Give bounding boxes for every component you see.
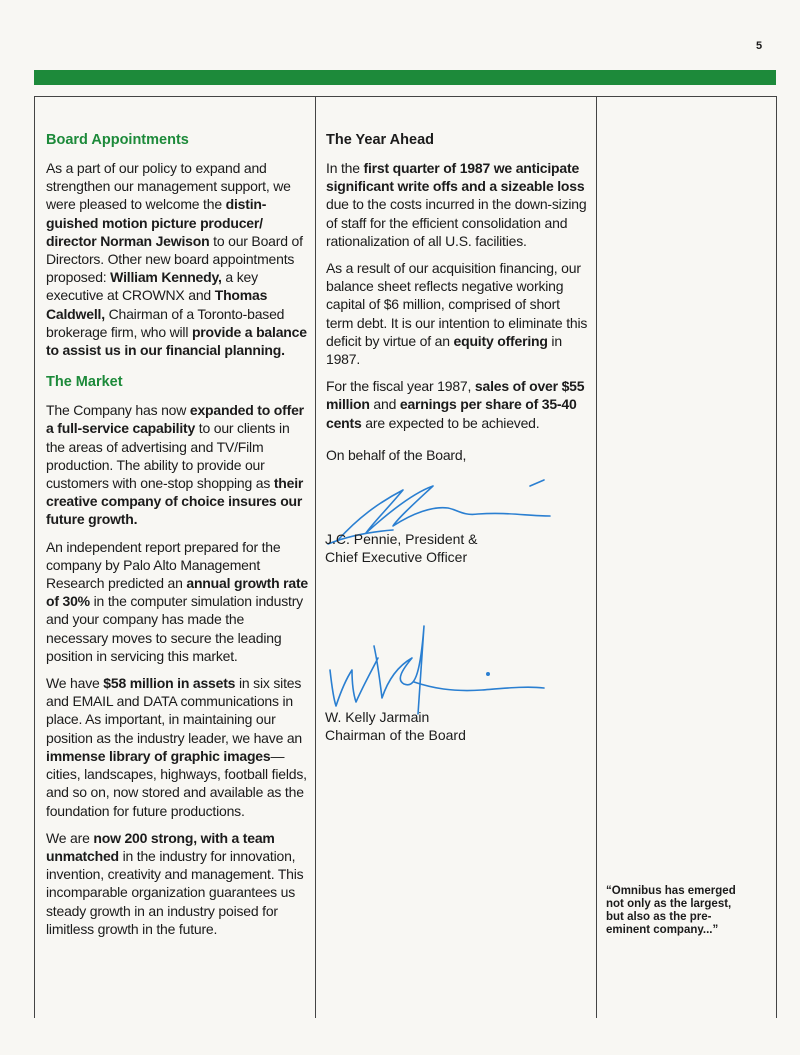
green-header-bar [34,70,776,85]
left-column [46,126,308,947]
frame-top-rule [34,96,776,97]
column-rule-2 [315,96,316,1018]
market-paragraph-4: We are now 200 strong, with a team unmatched in the industry for innovation, invention, creativity and management. This incomparable organization guarantees us steady growth in an industry poised for limitless growth in the future. [46,829,304,937]
column-rule-3 [596,96,597,1018]
year-ahead-heading: The Year Ahead [326,132,434,148]
board-paragraph-1: As a part of our policy to expand and strengthen our management support, we were pleased to welcome the distin-guished motion picture producer/ director Norman Jewison to our Board of Directors. Other new board appointments proposed: William Kennedy, a key executive at CROWNX and Thomas Caldwell, Chairman of a Toronto-based brokerage firm, who will provide a balance to assist us in our financial planning. [46,160,307,359]
signatory-1 [325,530,478,566]
signatory-1-role: Chief Executive Officer [325,549,468,565]
closing-line: On behalf of the Board, [326,446,467,463]
year-ahead-paragraph-3: For the fiscal year 1987, sales of over $55 million and earnings per share of 35-40 cents are expected to be achieved. [326,378,585,431]
market-paragraph-1: The Company has now expanded to offer a full-service capability to our clients in the areas of advertising and TV/Film production. The ability to provide our customers with one-stop shopping as their creative company of choice insures our future growth. [46,402,304,528]
board-appointments-heading: Board Appointments [46,132,189,148]
page-number: 5 [756,40,763,52]
signatory-2 [325,708,466,744]
market-paragraph-3: We have $58 million in assets in six sites and EMAIL and DATA communications in place. As important, in maintaining our position as the industry leader, we have an immense library of graphic images— cities, landscapes, highways, football fields, and so on, now stored and available as the foundation for future productions. [46,675,307,819]
pull-quote: “Omnibus has emerged not only as the largest, but also as the pre-eminent company...” [606,885,736,936]
column-rule-1 [34,96,35,1018]
column-rule-4 [776,96,777,1018]
market-paragraph-2: An independent report prepared for the company by Palo Alto Management Research predicted an annual growth rate of 30% in the computer simulation industry and your company has made the necessary moves to secure the leading position in servicing this market. [46,538,308,664]
signatory-1-name: J.C. Pennie, President & [325,531,478,547]
the-market-heading: The Market [46,374,123,391]
year-ahead-paragraph-2: As a result of our acquisition financing, our balance sheet reflects negative working capital of $6 million, comprised of short term debt. It is our intention to eliminate this deficit by virtue of an equity offering in 1987. [326,260,588,368]
year-ahead-paragraph-1: In the first quarter of 1987 we anticipate significant write offs and a sizeable loss due to the costs incurred in the down-sizing of staff for the efficient consolidation and rationalization of all U.S. facilities. [326,160,587,249]
signatory-2-role: Chairman of the Board [325,727,466,743]
signatory-2-name: W. Kelly Jarmain [325,709,430,725]
middle-column [326,126,588,473]
signature-jarmain [322,618,552,718]
